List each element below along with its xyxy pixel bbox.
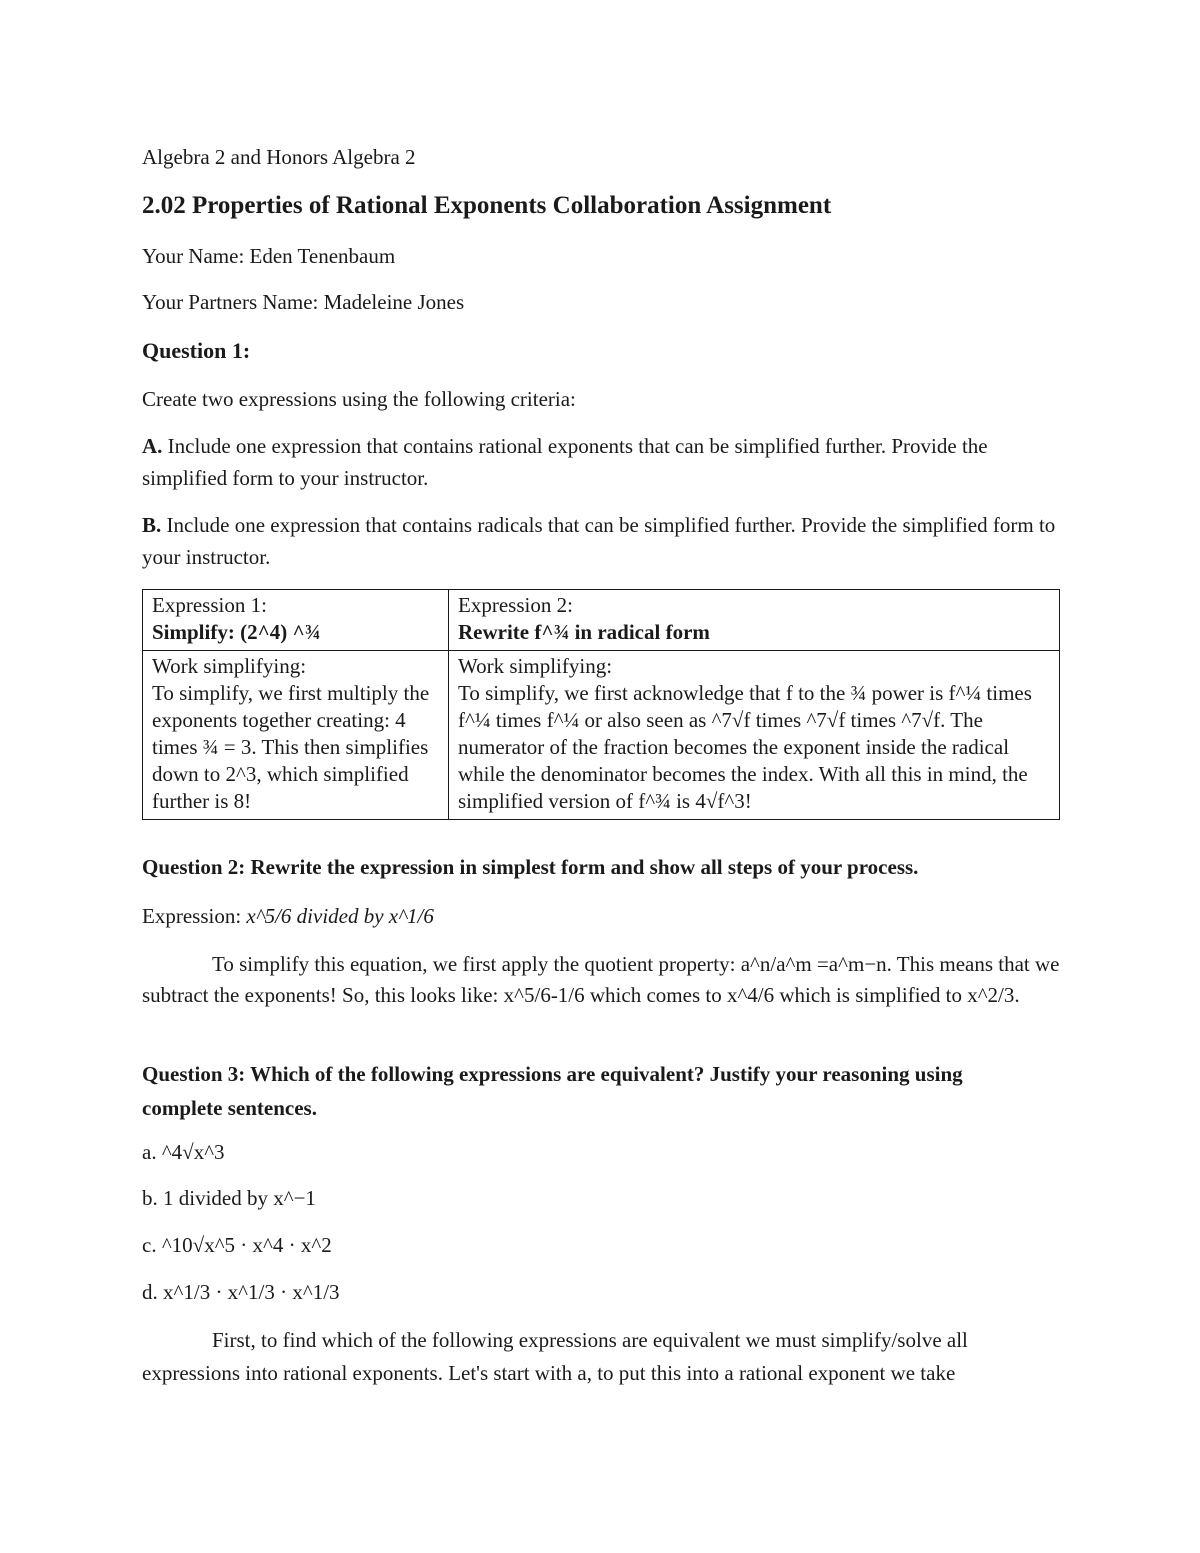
criteria-b-label: B. — [142, 513, 162, 537]
work-2-label: Work simplifying: — [458, 654, 613, 678]
expression-2-task: Rewrite f^¾ in radical form — [458, 620, 710, 644]
question-2-answer — [142, 949, 1060, 1011]
expression-label: Expression: — [142, 904, 247, 928]
option-b: b. 1 divided by x^−1 — [142, 1186, 316, 1210]
option-d: d. x^1/3 · x^1/3 · x^1/3 — [142, 1280, 340, 1304]
criteria-a — [142, 430, 1062, 494]
expression-1-label: Expression 1: — [152, 593, 267, 617]
student-name: Your Name: Eden Tenenbaum — [142, 244, 396, 268]
question-3-answer-text: First, to find which of the following expressions are equivalent we must simplify/solve all expressions into rational exponents. Let's start with a, to put this into a rational exponent we take — [142, 1328, 968, 1385]
question-1-intro: Create two expressions using the following criteria: — [142, 387, 576, 411]
work-2-cell — [449, 651, 1060, 820]
work-2-text: To simplify, we first acknowledge that f to the ¾ power is f^¼ times f^¼ times f^¼ or also seen as ^7√f times ^7√f times ^7√f. The numerator of the fraction becomes the exponent inside the radical while the denominator becomes the index. With all this in mind, the simplified version of f^¾ is 4√f^3! — [458, 681, 1032, 813]
option-c: c. ^10√x^5 · x^4 · x^2 — [142, 1233, 332, 1257]
criteria-a-label: A. — [142, 434, 163, 458]
question-1-heading: Question 1: — [142, 338, 251, 363]
expression-2-cell — [449, 590, 1060, 651]
criteria-b — [142, 509, 1062, 573]
expression-value: x^5/6 divided by x^1/6 — [246, 904, 434, 928]
work-1-cell — [143, 651, 449, 820]
question-2-answer-text: To simplify this equation, we first apply the quotient property: a^n/a^m =a^m−n. This means that we subtract the exponents! So, this looks like: x^5/6-1/6 which comes to x^4/6 which is simplified to x^2/3. — [142, 952, 1060, 1007]
course-name: Algebra 2 and Honors Algebra 2 — [142, 145, 416, 169]
expression-2-label: Expression 2: — [458, 593, 573, 617]
question-3-heading: Question 3: Which of the following expressions are equivalent? Justify your reasoning using complete sentences. — [142, 1062, 963, 1120]
criteria-a-text: Include one expression that contains rational exponents that can be simplified further. Provide the simplified form to your instructor. — [142, 434, 988, 490]
expression-1-task: Simplify: (2^4) ^¾ — [152, 620, 321, 644]
table-row — [143, 651, 1060, 820]
question-2-expression — [142, 901, 434, 931]
work-1-text: To simplify, we first multiply the exponents together creating: 4 times ¾ = 3. This then simplifies down to 2^3, which simplified further is 8! — [152, 681, 430, 813]
criteria-b-text: Include one expression that contains radicals that can be simplified further. Provide the simplified form to your instructor. — [142, 513, 1056, 569]
question-3-answer — [142, 1324, 1062, 1390]
question-2-heading: Question 2: Rewrite the expression in simplest form and show all steps of your process. — [142, 855, 919, 879]
partner-name: Your Partners Name: Madeleine Jones — [142, 290, 465, 314]
table-row — [143, 590, 1060, 651]
expression-1-cell — [143, 590, 449, 651]
expressions-table — [142, 589, 1060, 820]
option-a: a. ^4√x^3 — [142, 1140, 225, 1164]
work-1-label: Work simplifying: — [152, 654, 307, 678]
assignment-title: 2.02 Properties of Rational Exponents Collaboration Assignment — [142, 192, 832, 219]
